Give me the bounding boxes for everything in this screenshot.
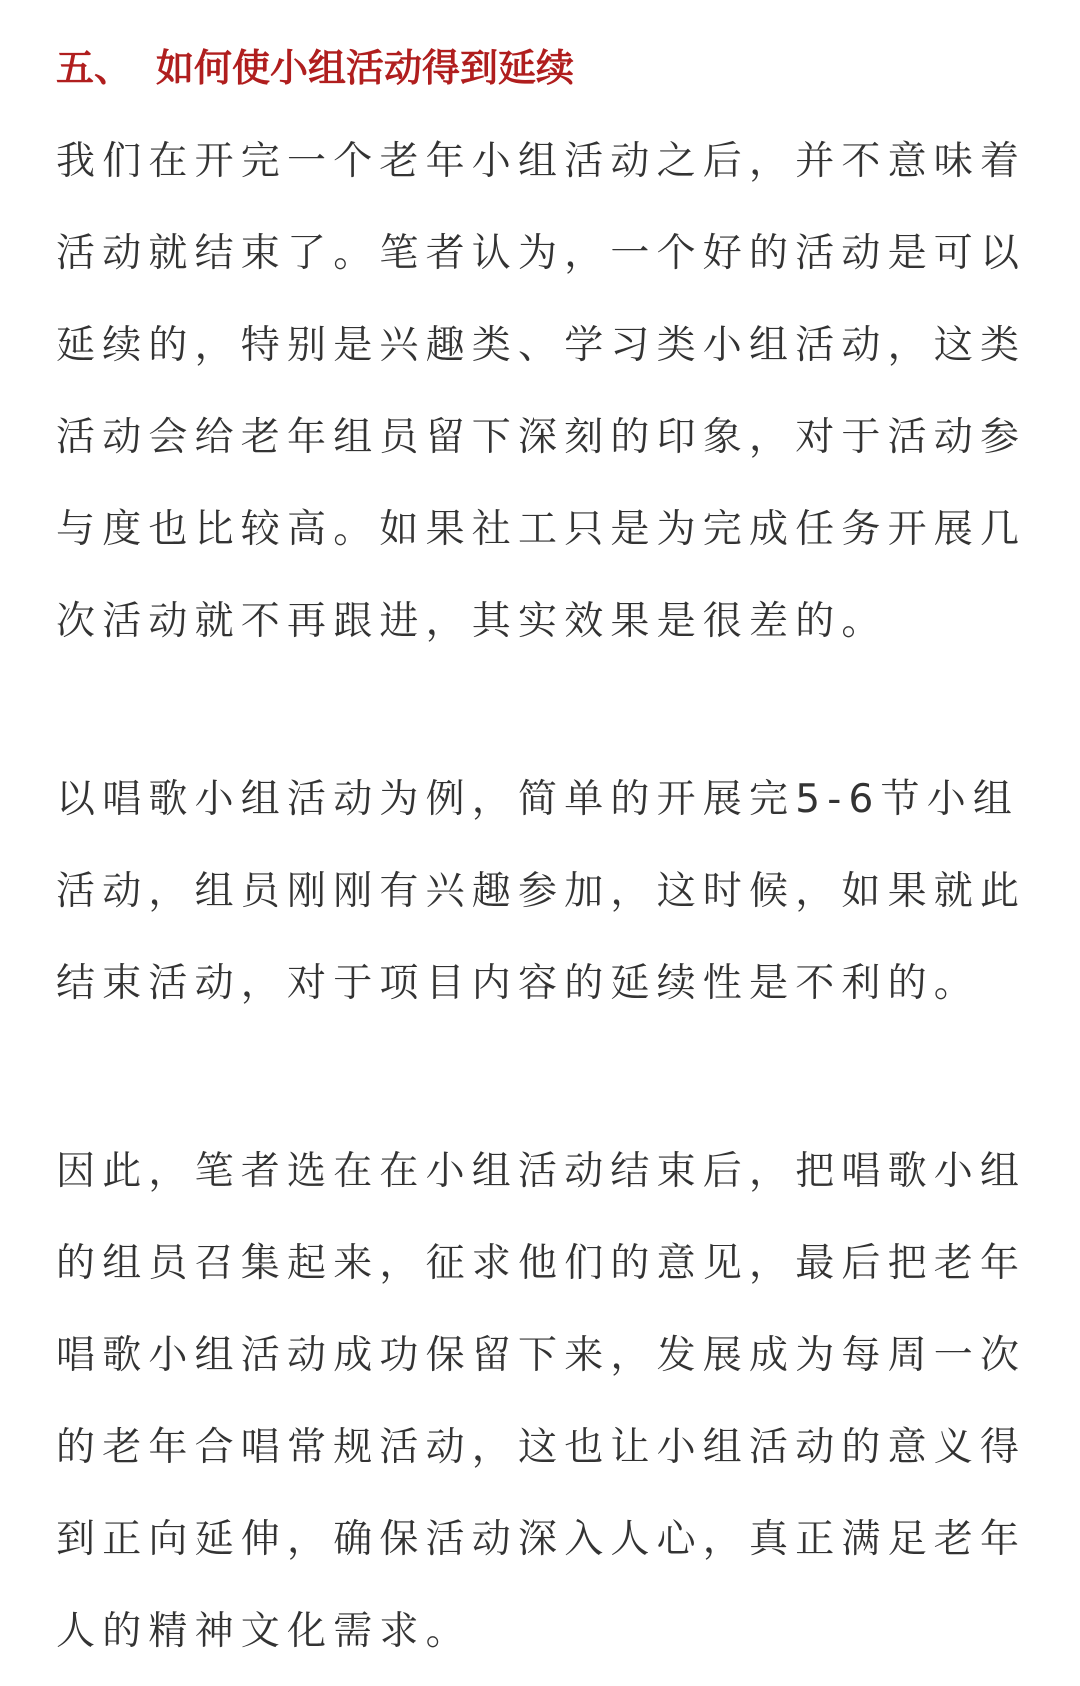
paragraph-line: 人的精神文化需求。 <box>56 1609 472 1654</box>
paragraph-line: 到正向延伸，确保活动深入人心，真正满足老年 <box>56 1517 1027 1562</box>
paragraph-line: 活动会给老年组员留下深刻的印象，对于活动参 <box>56 415 1027 460</box>
paragraph-1 <box>56 116 1026 668</box>
paragraph-line: 因此，笔者选在在小组活动结束后，把唱歌小组 <box>56 1149 1027 1194</box>
paragraph-line: 的组员召集起来，征求他们的意见，最后把老年 <box>56 1241 1027 1286</box>
paragraph-line: 结束活动，对于项目内容的延续性是不利的。 <box>56 961 981 1006</box>
paragraph-line: 活动，组员刚刚有兴趣参加，这时候，如果就此 <box>56 869 1027 914</box>
paragraph-line: 唱歌小组活动成功保留下来，发展成为每周一次 <box>56 1333 1027 1378</box>
paragraph-line: 我们在开完一个老年小组活动之后，并不意味着 <box>56 139 1027 184</box>
paragraph-3 <box>56 1126 1026 1678</box>
section-number: 五、 <box>56 46 133 90</box>
paragraph-line: 以唱歌小组活动为例，简单的开展完5-6节小组 <box>56 777 1020 822</box>
paragraph-line: 活动就结束了。笔者认为，一个好的活动是可以 <box>56 231 1027 276</box>
section-title: 如何使小组活动得到延续 <box>156 46 575 90</box>
paragraph-2 <box>56 754 1026 1030</box>
section-heading <box>56 38 574 98</box>
paragraph-line: 的老年合唱常规活动，这也让小组活动的意义得 <box>56 1425 1027 1470</box>
paragraph-line: 延续的，特别是兴趣类、学习类小组活动，这类 <box>56 323 1027 368</box>
paragraph-line: 次活动就不再跟进，其实效果是很差的。 <box>56 599 888 644</box>
paragraph-line: 与度也比较高。如果社工只是为完成任务开展几 <box>56 507 1027 552</box>
